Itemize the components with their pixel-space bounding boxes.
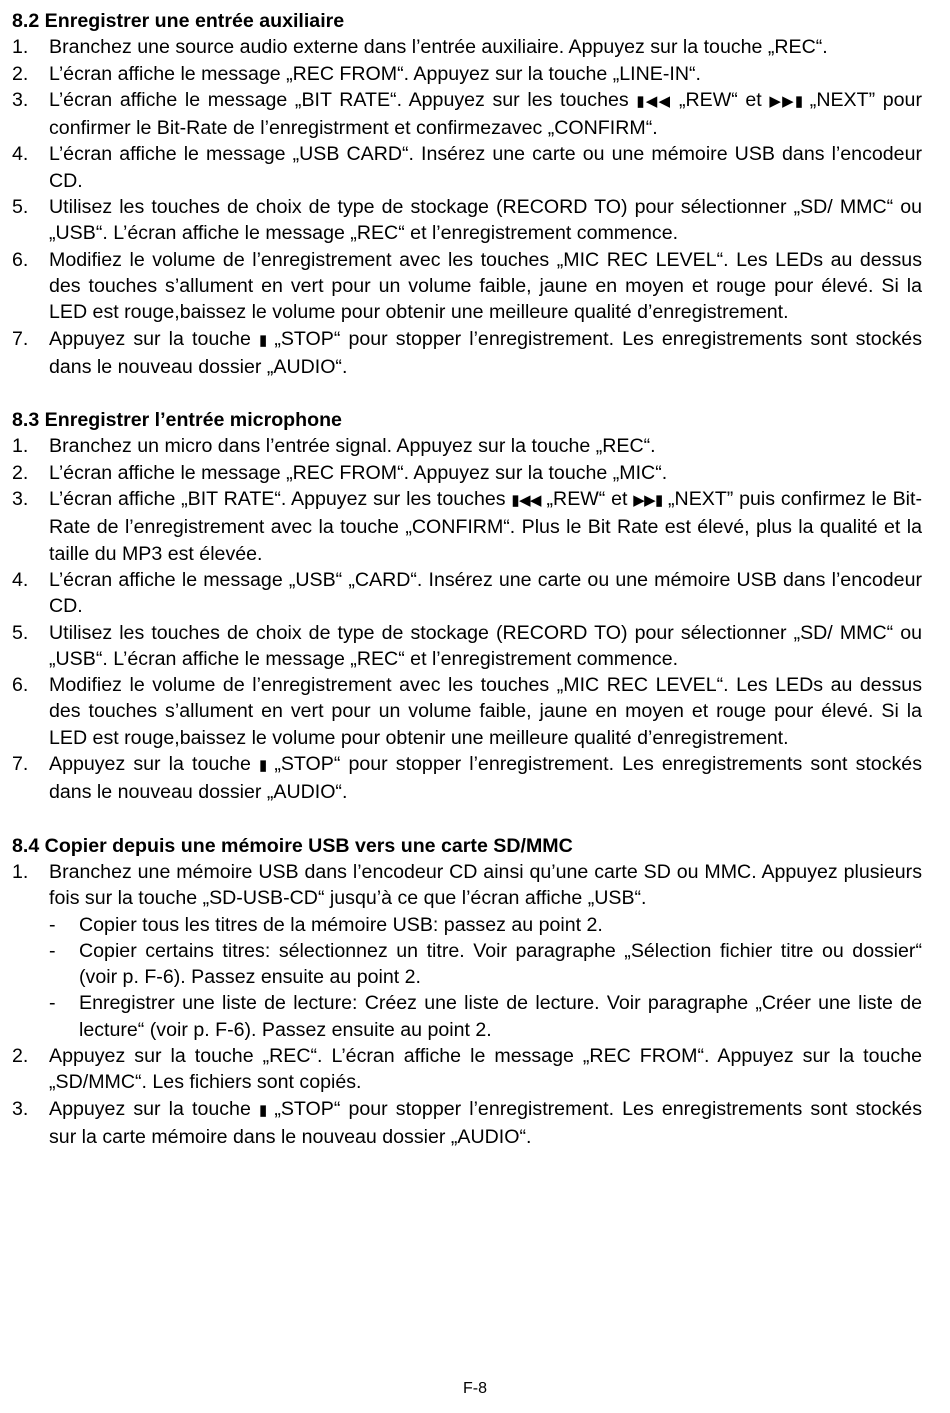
sub-list-item: - Copier certains titres: sélectionnez un titre. Voir paragraphe „Sélection fichier titre ou dossier“ (voir p. F-6). Passez ensuite au point 2. bbox=[49, 939, 922, 989]
document-page bbox=[12, 8, 922, 1177]
stop-icon: ▮ bbox=[258, 1101, 267, 1119]
list-item: 1. Branchez une source audio externe dans l’entrée auxiliaire. Appuyez sur la touche „REC“. bbox=[12, 36, 828, 59]
list-item: 3. L’écran affiche „BIT RATE“. Appuyez sur les touches ▮◀◀ „REW“ et ▶▶▮ „NEXT” puis confirmez le Bit-Rate de l’enregistrement avec la touche „CONFIRM“. Plus le Bit Rate est élevé, plus la qualité et la taille du MP3 est élevée. bbox=[12, 488, 922, 565]
list-item: 2. L’écran affiche le message „REC FROM“. Appuyez sur la touche „LINE-IN“. bbox=[12, 62, 701, 85]
section-heading: 8.2 Enregistrer une entrée auxiliaire bbox=[12, 10, 345, 32]
list-item: 6. Modifiez le volume de l’enregistrement avec les touches „MIC REC LEVEL“. Les LEDs au dessus des touches s’allument en vert pour un volume faible, jaune en moyen et rouge pour élevé. Si la LED est rouge,baissez le volume pour obtenir une meilleure qualité d’enregistrement. bbox=[12, 248, 922, 324]
page-number: F-8 bbox=[463, 1380, 487, 1397]
list-item: 2. L’écran affiche le message „REC FROM“. Appuyez sur la touche „MIC“. bbox=[12, 461, 668, 484]
list-item: 3. L’écran affiche le message „BIT RATE“. Appuyez sur les touches ▮◀◀ „REW“ et ▶▶▮ „NEXT” pour confirmer le Bit-Rate de l’enregistrment et confirmezavec „CONFIRM“. bbox=[12, 88, 922, 140]
list-item: 5. Utilisez les touches de choix de type de stockage (RECORD TO) pour sélectionner „SD/ MMC“ ou „USB“. L’écran affiche le message „REC“ et l’enregistrement commence. bbox=[12, 621, 922, 670]
list-item: 7. Appuyez sur la touche ▮ „STOP“ pour stopper l’enregistrement. Les enregistrements sont stockés dans le nouveau dossier „AUDIO“. bbox=[12, 327, 922, 378]
stop-icon: ▮ bbox=[258, 331, 267, 349]
rewind-icon: ▮◀◀ bbox=[511, 492, 541, 510]
list-item: 4. L’écran affiche le message „USB CARD“. Insérez une carte ou une mémoire USB dans l’encodeur CD. bbox=[12, 143, 922, 192]
numbered-list bbox=[12, 34, 922, 380]
sub-list-item: - Copier tous les titres de la mémoire USB: passez au point 2. bbox=[49, 913, 603, 936]
list-item: 1. Branchez une mémoire USB dans l’encodeur CD ainsi qu’une carte SD ou MMC. Appuyez plusieurs fois sur la touche „SD-USB-CD“ jusqu’à ce que l’écran affiche „USB“. - Copier tous les titres de la mémoire USB: passez au point 2. - Copier certains titres: sélectionnez un titre. Voir paragraphe „Sélection fichier titre ou dossier“ (voir p. F-6). Passez ensuite au point 2. - Enregistrer une liste de lecture: Créez une liste de lecture. Voir paragraphe „Créer une liste de lecture“ (voir p. F-6). Passez ensuite au point 2. bbox=[12, 859, 922, 1043]
section-8-2 bbox=[12, 8, 922, 380]
numbered-list bbox=[12, 859, 922, 1150]
list-item: 1. Branchez un micro dans l’entrée signal. Appuyez sur la touche „REC“. bbox=[12, 435, 656, 458]
list-item: 2. Appuyez sur la touche „REC“. L’écran affiche le message „REC FROM“. Appuyez sur la touche „SD/MMC“. Les fichiers sont copiés. bbox=[12, 1044, 922, 1094]
list-item: 3. Appuyez sur la touche ▮ „STOP“ pour stopper l’enregistrement. Les enregistrements sont stockés sur la carte mémoire dans le nouveau dossier „AUDIO“. bbox=[12, 1097, 922, 1148]
section-heading: 8.4 Copier depuis une mémoire USB vers une carte SD/MMC bbox=[12, 834, 573, 857]
list-item: 6. Modifiez le volume de l’enregistrement avec les touches „MIC REC LEVEL“. Les LEDs au dessus des touches s’allument en vert pour un volume faible, jaune en moyen et rouge pour élevé. Si la LED est rouge,baissez le volume pour obtenir une meilleure qualité d’enregistrement. bbox=[12, 674, 922, 749]
section-8-3 bbox=[12, 407, 922, 805]
list-item: 5. Utilisez les touches de choix de type de stockage (RECORD TO) pour sélectionner „SD/ MMC“ ou „USB“. L’écran affiche le message „REC“ et l’enregistrement commence. bbox=[12, 196, 922, 245]
fast-forward-icon: ▶▶▮ bbox=[633, 492, 663, 510]
numbered-list bbox=[12, 433, 922, 805]
section-8-4 bbox=[12, 833, 922, 1151]
rewind-icon: ▮◀◀ bbox=[636, 92, 672, 110]
list-item: 4. L’écran affiche le message „USB“ „CARD“. Insérez une carte ou une mémoire USB dans l’encodeur CD. bbox=[12, 568, 922, 618]
section-heading: 8.3 Enregistrer l’entrée microphone bbox=[12, 409, 342, 432]
fast-forward-icon: ▶▶▮ bbox=[769, 92, 803, 110]
list-item: 7. Appuyez sur la touche ▮ „STOP“ pour stopper l’enregistrement. Les enregistrements sont stockés dans le nouveau dossier „AUDIO“. bbox=[12, 753, 922, 804]
sub-list-item: - Enregistrer une liste de lecture: Créez une liste de lecture. Voir paragraphe „Créer une liste de lecture“ (voir p. F-6). Passez ensuite au point 2. bbox=[49, 992, 922, 1041]
sub-list bbox=[49, 912, 922, 1043]
stop-icon: ▮ bbox=[258, 757, 267, 775]
